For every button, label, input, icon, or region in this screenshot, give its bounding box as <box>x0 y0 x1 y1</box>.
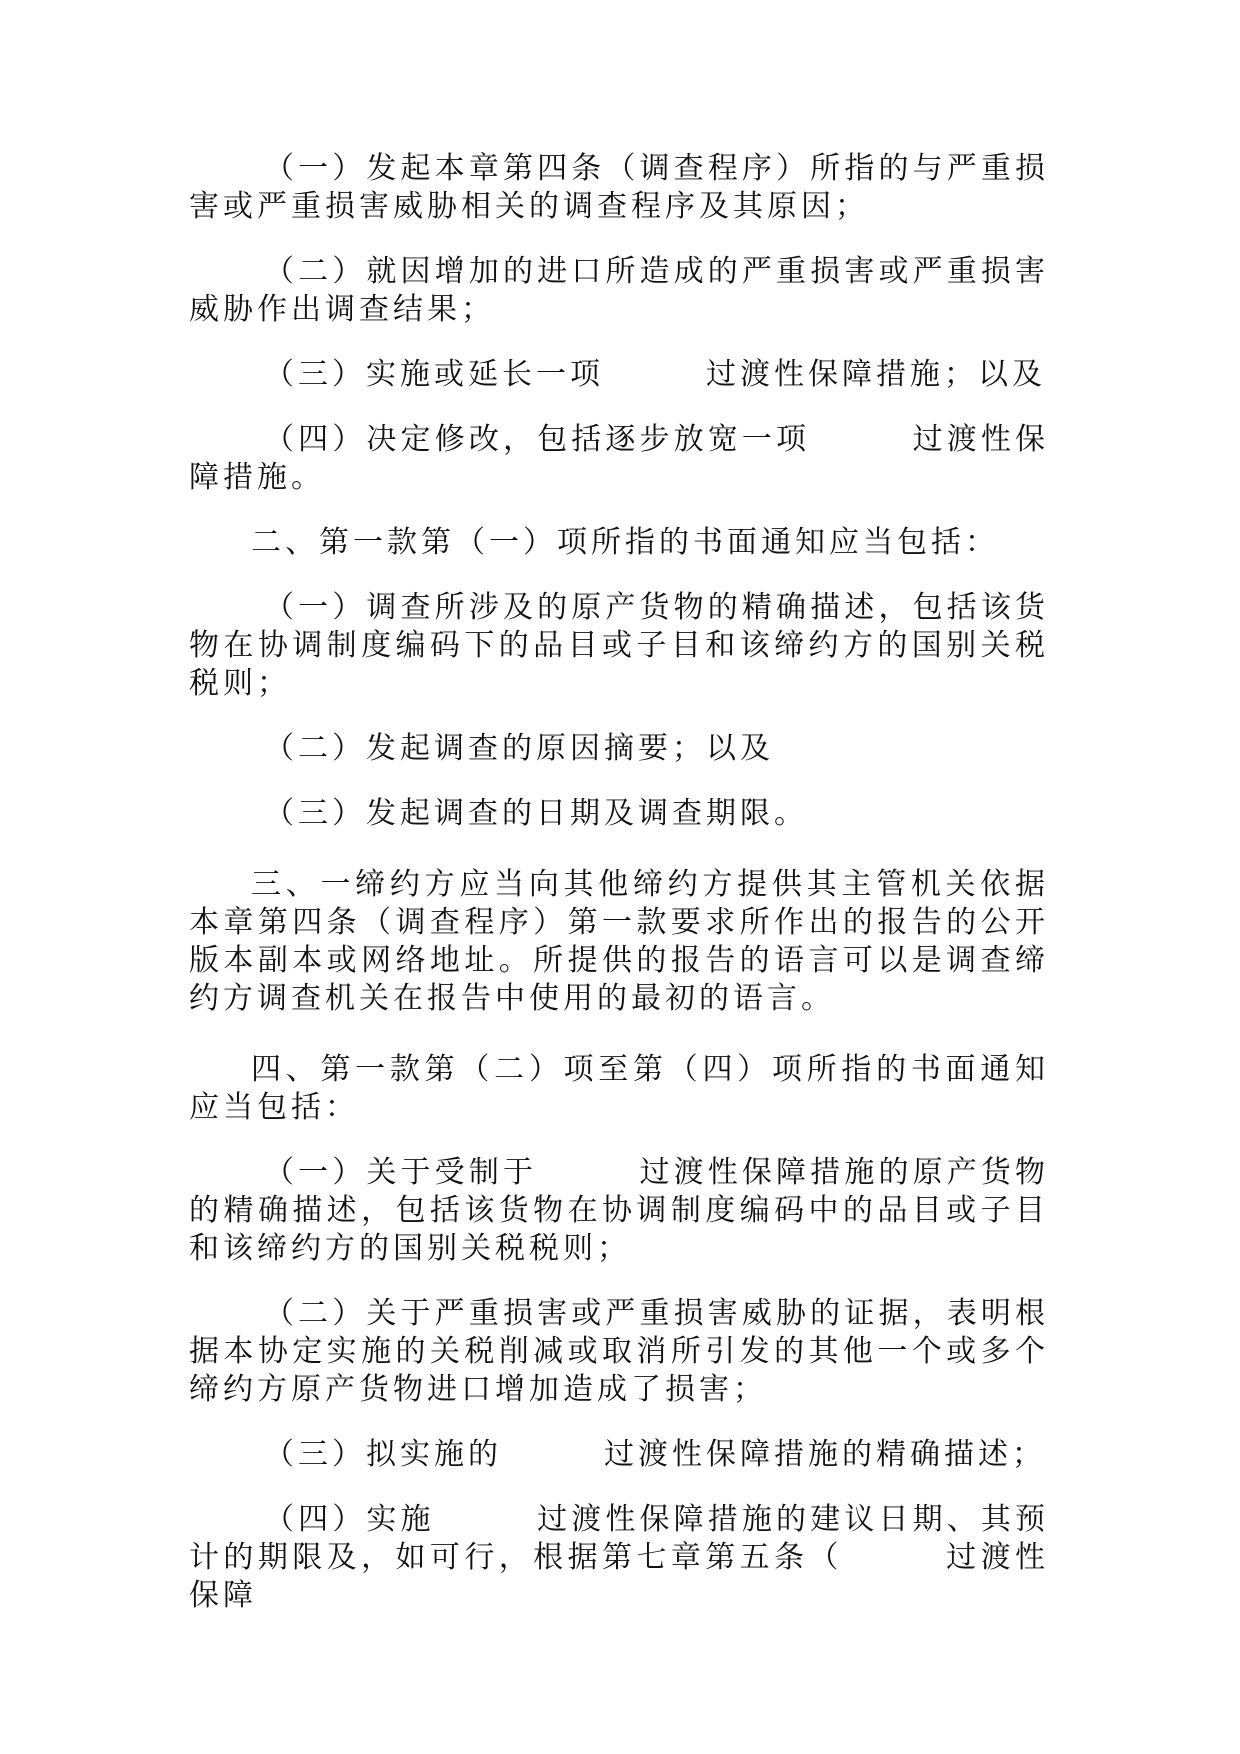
clause-2-2: （二）发起调查的原因摘要；以及 <box>264 731 774 766</box>
clause-2-1: （一）调查所涉及的原产货物的精确描述，包括该货物在协调制度编码下的品目或子目和该缔约方的国别关税税则； <box>189 590 1049 701</box>
article-2-heading: 二、第一款第（一）项所指的书面通知应当包括： <box>251 525 999 560</box>
clause-1-1: （一）发起本章第四条（调查程序）所指的与严重损害或严重损害威胁相关的调查程序及其原因； <box>189 151 1049 224</box>
clause-4-1: （一）关于受制于 过渡性保障措施的原产货物的精确描述，包括该货物在协调制度编码中的品目或子目和该缔约方的国别关税税则； <box>189 1155 1049 1266</box>
clause-1-2: （二）就因增加的进口所造成的严重损害或严重损害威胁作出调查结果； <box>189 254 1049 327</box>
article-4-heading: 四、第一款第（二）项至第（四）项所指的书面通知应当包括： <box>189 1052 1049 1125</box>
document-body <box>189 150 1049 1642</box>
clause-4-2: （二）关于严重损害或严重损害威胁的证据，表明根据本协定实施的关税削减或取消所引发的其他一个或多个缔约方原产货物进口增加造成了损害； <box>189 1296 1049 1407</box>
article-3-paragraph: 三、一缔约方应当向其他缔约方提供其主管机关依据本章第四条（调查程序）第一款要求所作出的报告的公开版本副本或网络地址。所提供的报告的语言可以是调查缔约方调查机关在报告中使用的最初的语言。 <box>189 867 1049 1016</box>
clause-2-3: （三）发起调查的日期及调查期限。 <box>264 796 808 831</box>
clause-1-3: （三）实施或延长一项 过渡性保障措施；以及 <box>264 357 1046 392</box>
clause-1-4: （四）决定修改，包括逐步放宽一项 过渡性保障措施。 <box>189 422 1049 495</box>
clause-4-4: （四）实施 过渡性保障措施的建议日期、其预计的期限及，如可行，根据第七章第五条（ 过渡性保障 <box>189 1502 1049 1613</box>
clause-4-3: （三）拟实施的 过渡性保障措施的精确描述； <box>264 1437 1046 1472</box>
